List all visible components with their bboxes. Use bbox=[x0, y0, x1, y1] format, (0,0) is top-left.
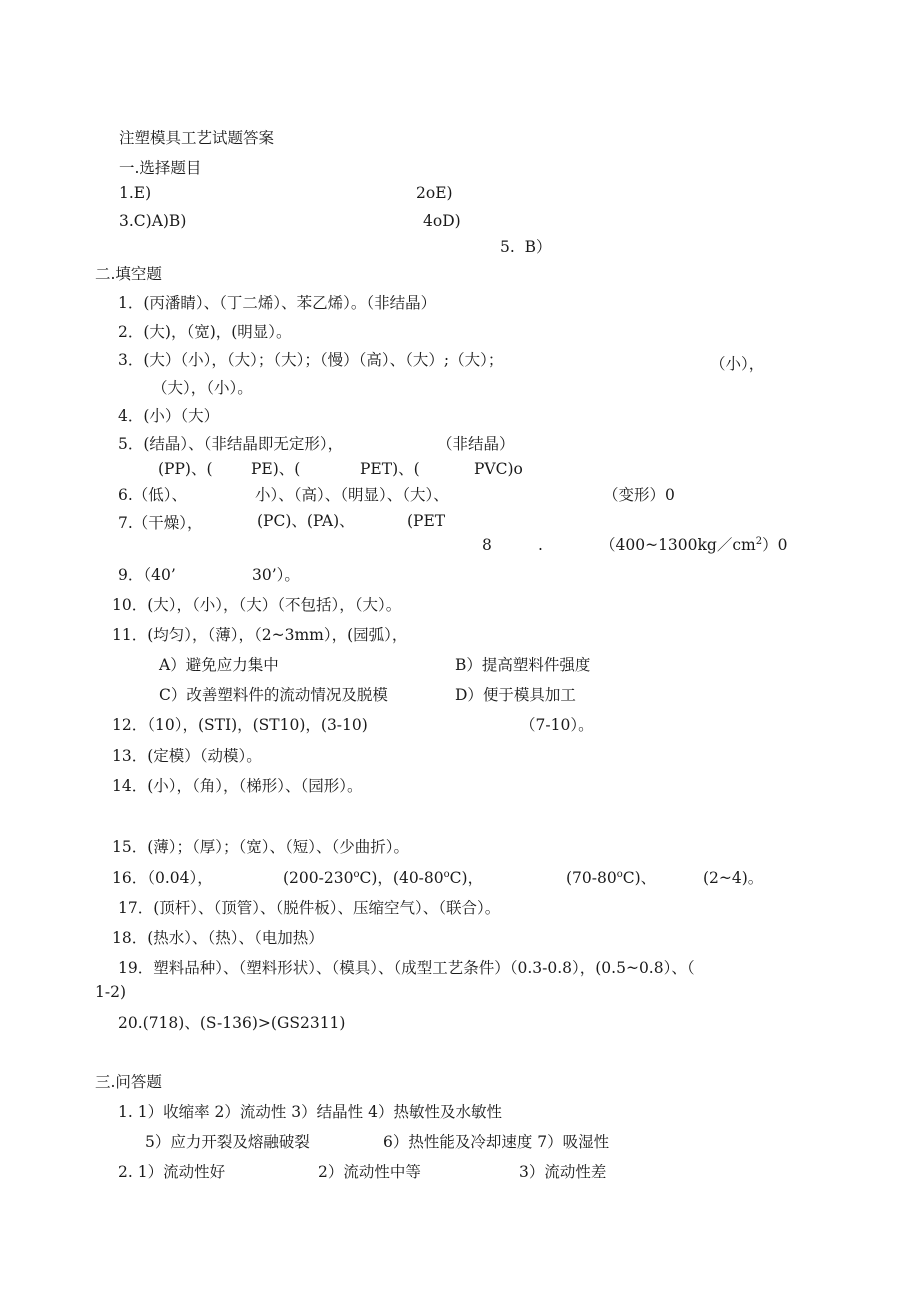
fill-line-16-right: (70-80$^o$C)、 bbox=[566, 868, 657, 887]
fill-line-5-pp: (PP)、( bbox=[158, 460, 213, 478]
fill-line-11-a: A）避免应力集中 bbox=[159, 656, 279, 674]
qa-line-1-end: 6）热性能及冷却速度 7）吸湿性 bbox=[383, 1133, 610, 1151]
fill-line-8-num: 8 bbox=[482, 536, 492, 554]
qa-line-2-mid: 2）流动性中等 bbox=[318, 1163, 421, 1181]
fill-line-16-mid: (200-230$^o$C)，(40-80$^o$C)， bbox=[283, 868, 484, 887]
fill-line-6-mid: 小）、（高）、（明显）、（大）、 bbox=[255, 486, 449, 504]
fill-line-11-b: B）提高塑料件强度 bbox=[455, 656, 591, 674]
fill-line-8-dot: . bbox=[538, 536, 543, 554]
fill-line-10: 10．(大），（小），（大）（不包括），（大）。 bbox=[112, 596, 402, 614]
fill-line-18: 18．(热水）、（热）、（电加热） bbox=[112, 929, 324, 947]
fill-line-16-end: (2~4)。 bbox=[703, 869, 764, 887]
fill-line-12: 12．（10），(STI)，(ST10)，(3-10) bbox=[112, 716, 368, 734]
fill-line-7-mid: (PC)、(PA)、 bbox=[257, 512, 355, 530]
qa-line-2: 2. 1）流动性好 bbox=[118, 1163, 226, 1181]
fill-line-3-end: （小）， bbox=[710, 355, 765, 373]
fill-line-11-d: D）便于模具加工 bbox=[455, 686, 576, 704]
fill-line-3-cont: （大），（小）。 bbox=[152, 379, 253, 397]
fill-line-7-end: (PET bbox=[407, 512, 446, 530]
fill-line-15: 15．(薄）；（厚）；（宽）、（短）、（少曲折）。 bbox=[112, 838, 410, 856]
fill-line-8-value: $(400\sim 1300kg/cm^2)0$ bbox=[600, 535, 788, 554]
fill-line-9: 9．（40’ bbox=[118, 566, 176, 584]
fill-line-1: 1．(丙潘睛）、（丁二烯）、苯乙烯）。（非结晶） bbox=[118, 294, 437, 312]
fill-line-5-end: （非结晶） bbox=[437, 435, 515, 453]
fill-line-4: 4．(小）（大） bbox=[118, 407, 220, 425]
fill-line-14: 14．(小），（角），（梯形）、（园形）。 bbox=[112, 777, 363, 795]
fill-line-16: 16．（0.04）， bbox=[112, 869, 213, 887]
fill-line-5: 5．(结晶）、（非结晶即无定形）， bbox=[118, 435, 344, 453]
fill-line-5-pet: PET)、( bbox=[360, 460, 420, 478]
fill-line-6-end: （变形）0 bbox=[603, 486, 675, 504]
fill-line-6: 6.（低）、 bbox=[118, 486, 188, 504]
qa-line-1-cont: 5）应力开裂及熔融破裂 bbox=[145, 1133, 310, 1151]
qa-line-1: 1. 1）收缩率 2）流动性 3）结晶性 4）热敏性及水敏性 bbox=[118, 1103, 502, 1121]
section-2-heading: 二.填空题 bbox=[95, 265, 162, 283]
fill-line-5-pvc: PVC)o bbox=[474, 460, 523, 478]
fill-line-12-end: （7-10）。 bbox=[520, 716, 594, 734]
fill-line-19: 19．塑料品种）、（塑料形状）、（模具）、（成型工艺条件）（0.3-0.8），(0.5~0.8）、（ bbox=[118, 959, 695, 977]
section-1-heading: 一.选择题目 bbox=[119, 159, 202, 177]
fill-line-17: 17．(顶杆）、（顶管）、（脱件板）、压缩空气）、（联合）。 bbox=[118, 899, 501, 917]
answer-5: 5. B） bbox=[500, 238, 552, 256]
qa-line-2-end: 3）流动性差 bbox=[519, 1163, 607, 1181]
fill-line-11-c: C）改善塑料件的流动情况及脱模 bbox=[159, 686, 388, 704]
fill-line-9-end: 30’）。 bbox=[252, 566, 300, 584]
fill-line-5-pe: PE)、( bbox=[251, 460, 301, 478]
fill-line-7: 7.（干燥）， bbox=[118, 514, 203, 532]
answer-2: 2oE) bbox=[416, 184, 453, 202]
answer-4: 4oD) bbox=[423, 212, 461, 230]
fill-line-2: 2．(大)，（宽)，(明显）。 bbox=[118, 323, 292, 341]
answer-1: 1.E) bbox=[119, 184, 152, 202]
fill-line-20: 20.(718)、(S-136)>(GS2311) bbox=[118, 1014, 346, 1032]
fill-line-3: 3．(大）（小），（大）；（大）；（慢）（高）、（大）;（大）； bbox=[118, 351, 504, 369]
fill-line-11: 11．(均匀），（薄），（2~3mm），(园弧）， bbox=[112, 626, 408, 644]
fill-line-19-cont: 1-2) bbox=[95, 983, 127, 1001]
fill-line-13: 13．(定模）（动模）。 bbox=[112, 747, 262, 765]
section-3-heading: 三.问答题 bbox=[95, 1073, 162, 1091]
doc-title: 注塑模具工艺试题答案 bbox=[119, 129, 275, 147]
answer-3: 3.C)A)B) bbox=[119, 212, 187, 230]
